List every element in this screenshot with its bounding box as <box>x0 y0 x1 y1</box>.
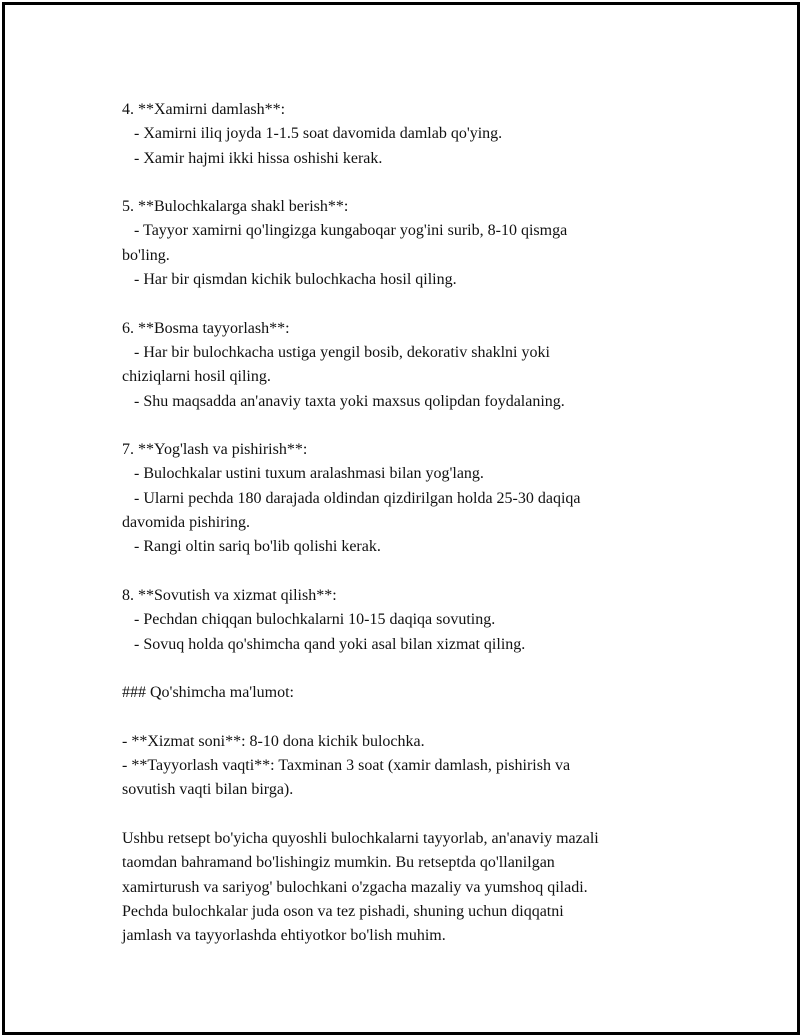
step-7-item-2: - Ularni pechda 180 darajada oldindan qizdirilgan holda 25-30 daqiqa <box>122 489 581 507</box>
additional-info-section <box>122 681 682 705</box>
step-8-heading: 8. **Sovutish va xizmat qilish**: <box>122 586 337 604</box>
paragraph-line: xamirturush va sariyog' bulochkani o'zgacha mazaliy va yumshoq qiladi. <box>122 878 588 896</box>
step-6-heading: 6. **Bosma tayyorlash**: <box>122 319 290 337</box>
step-6-item-2: - Shu maqsadda an'anaviy taxta yoki maxsus qolipdan foydalaning. <box>122 392 565 410</box>
step-5-heading: 5. **Bulochkalarga shakl berish**: <box>122 198 349 216</box>
step-7-section <box>122 438 682 559</box>
step-5-item-1: - Tayyor xamirni qo'lingizga kungaboqar yog'ini surib, 8-10 qismga <box>122 222 568 240</box>
servings-item: - **Xizmat soni**: 8-10 dona kichik bulochka. <box>122 732 425 750</box>
spacer <box>122 657 682 681</box>
prep-time-item-cont: sovutish vaqti bilan birga). <box>122 781 294 799</box>
info-list <box>122 730 682 803</box>
step-5-item-1-cont: bo'ling. <box>122 246 170 264</box>
paragraph-line: Ushbu retsept bo'yicha quyoshli bulochkalarni tayyorlab, an'anaviy mazali <box>122 829 599 847</box>
closing-paragraph <box>122 827 682 948</box>
step-5-item-2: - Har bir qismdan kichik bulochkacha hosil qiling. <box>122 271 457 289</box>
step-4-heading: 4. **Xamirni damlash**: <box>122 101 286 118</box>
step-4-item-1: - Xamirni iliq joyda 1-1.5 soat davomida damlab qo'ying. <box>122 125 503 143</box>
step-5-section <box>122 195 682 292</box>
paragraph-line: taomdan bahramand bo'lishingiz mumkin. Bu retseptda qo'llanilgan <box>122 854 555 872</box>
step-7-item-2-cont: davomida pishiring. <box>122 514 250 532</box>
step-8-item-2: - Sovuq holda qo'shimcha qand yoki asal bilan xizmat qiling. <box>122 635 526 653</box>
step-6-item-1: - Har bir bulochkacha ustiga yengil bosib, dekorativ shaklni yoki <box>122 343 550 361</box>
step-4-section <box>122 98 682 171</box>
document-body <box>122 98 682 948</box>
step-8-section <box>122 584 682 657</box>
paragraph-line: jamlash va tayyorlashda ehtiyotkor bo'lish muhim. <box>122 927 446 945</box>
step-7-item-1: - Bulochkalar ustini tuxum aralashmasi bilan yog'lang. <box>122 465 484 483</box>
spacer <box>122 560 682 584</box>
paragraph-line: Pechda bulochkalar juda oson va tez pishadi, shuning uchun diqqatni <box>122 902 564 920</box>
spacer <box>122 292 682 316</box>
step-4-item-2: - Xamir hajmi ikki hissa oshishi kerak. <box>122 149 383 167</box>
step-6-section <box>122 317 682 414</box>
spacer <box>122 803 682 827</box>
step-7-item-3: - Rangi oltin sariq bo'lib qolishi kerak. <box>122 538 381 556</box>
additional-info-heading: ### Qo'shimcha ma'lumot: <box>122 684 294 702</box>
spacer <box>122 414 682 438</box>
prep-time-item: - **Tayyorlash vaqti**: Taxminan 3 soat (xamir damlash, pishirish va <box>122 757 571 775</box>
step-8-item-1: - Pechdan chiqqan bulochkalarni 10-15 daqiqa sovuting. <box>122 611 496 629</box>
spacer <box>122 171 682 195</box>
page-frame <box>2 2 800 1035</box>
step-7-heading: 7. **Yog'lash va pishirish**: <box>122 441 308 459</box>
spacer <box>122 705 682 729</box>
step-6-item-1-cont: chiziqlarni hosil qiling. <box>122 368 271 386</box>
